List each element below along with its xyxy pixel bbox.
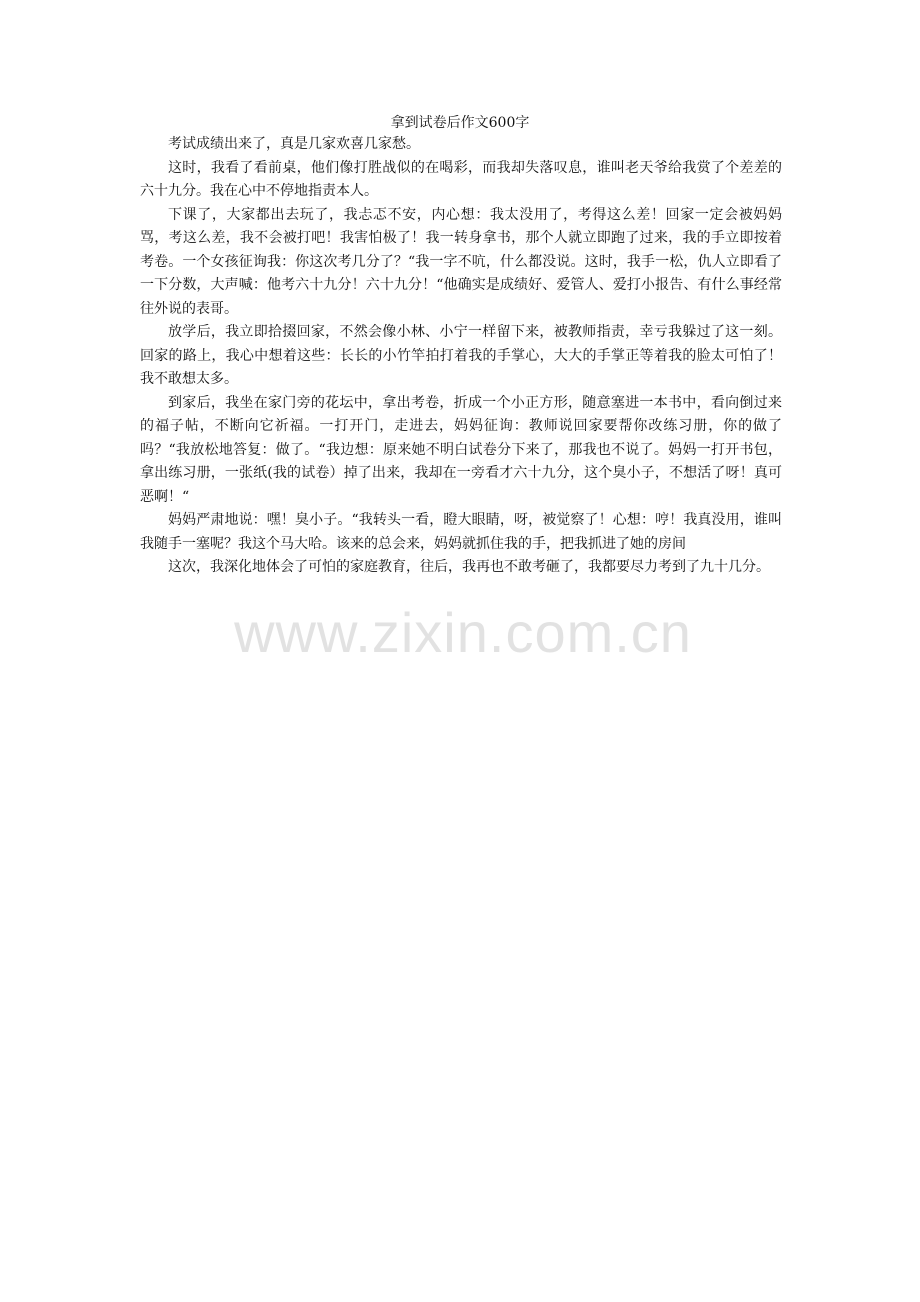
document-title: 拿到试卷后作文600字 (390, 115, 530, 131)
paragraph-2: 这时，我看了看前桌，他们像打胜战似的在喝彩，而我却失落叹息，谁叫老天爷给我赏了个差差的六十九分。我在心中不停地指责本人。 (140, 159, 782, 199)
paragraph-4: 放学后，我立即拾掇回家，不然会像小林、小宁一样留下来，被教师指责，幸亏我躲过了这一刻。回家的路上，我心中想着这些：长长的小竹竿拍打着我的手掌心，大大的手掌正等着我的脸太可怕了！我不敢想太多。 (140, 324, 782, 387)
paragraph-3: 下课了，大家都出去玩了，我忐忑不安，内心想：我太没用了，考得这么差！回家一定会被妈妈骂，考这么差，我不会被打吧！我害怕极了！我一转身拿书，那个人就立即跑了过来，我的手立即按着考卷。一个女孩征询我：你这次考几分了？“我一字不吭，什么都没说。这时，我手一松，仇人立即看了一下分数，大声喊：他考六十九分！六十九分！“他确实是成绩好、爱管人、爱打小报告、有什么事经常往外说的表哥。 (140, 206, 782, 317)
paragraph-1: 考试成绩出来了，真是几家欢喜几家愁。 (168, 136, 420, 152)
watermark: www.zixin.com.cn (234, 601, 692, 664)
document-body (140, 133, 782, 580)
paragraph-5: 到家后，我坐在家门旁的花坛中，拿出考卷，折成一个小正方形，随意塞进一本书中，看向倒过来的福子帖，不断向它祈福。一打开门，走进去，妈妈征询：教师说回家要帮你改练习册，你的做了吗？“我放松地答复：做了。“我边想：原来她不明白试卷分下来了，那我也不说了。妈妈一打开书包，拿出练习册，一张纸(我的试卷）掉了出来，我却在一旁看才六十九分，这个臭小子，不想活了呀！真可恶啊！“ (140, 394, 782, 505)
paragraph-6: 妈妈严肃地说：嘿！臭小子。“我转头一看，瞪大眼睛，呀，被觉察了！心想：哼！我真没用，谁叫我随手一塞呢？我这个马大哈。该来的总会来，妈妈就抓住我的手，把我抓进了她的房间 (140, 512, 782, 552)
paragraph-7: 这次，我深化地体会了可怕的家庭教育，往后，我再也不敢考砸了，我都要尽力考到了九十几分。 (168, 559, 770, 575)
